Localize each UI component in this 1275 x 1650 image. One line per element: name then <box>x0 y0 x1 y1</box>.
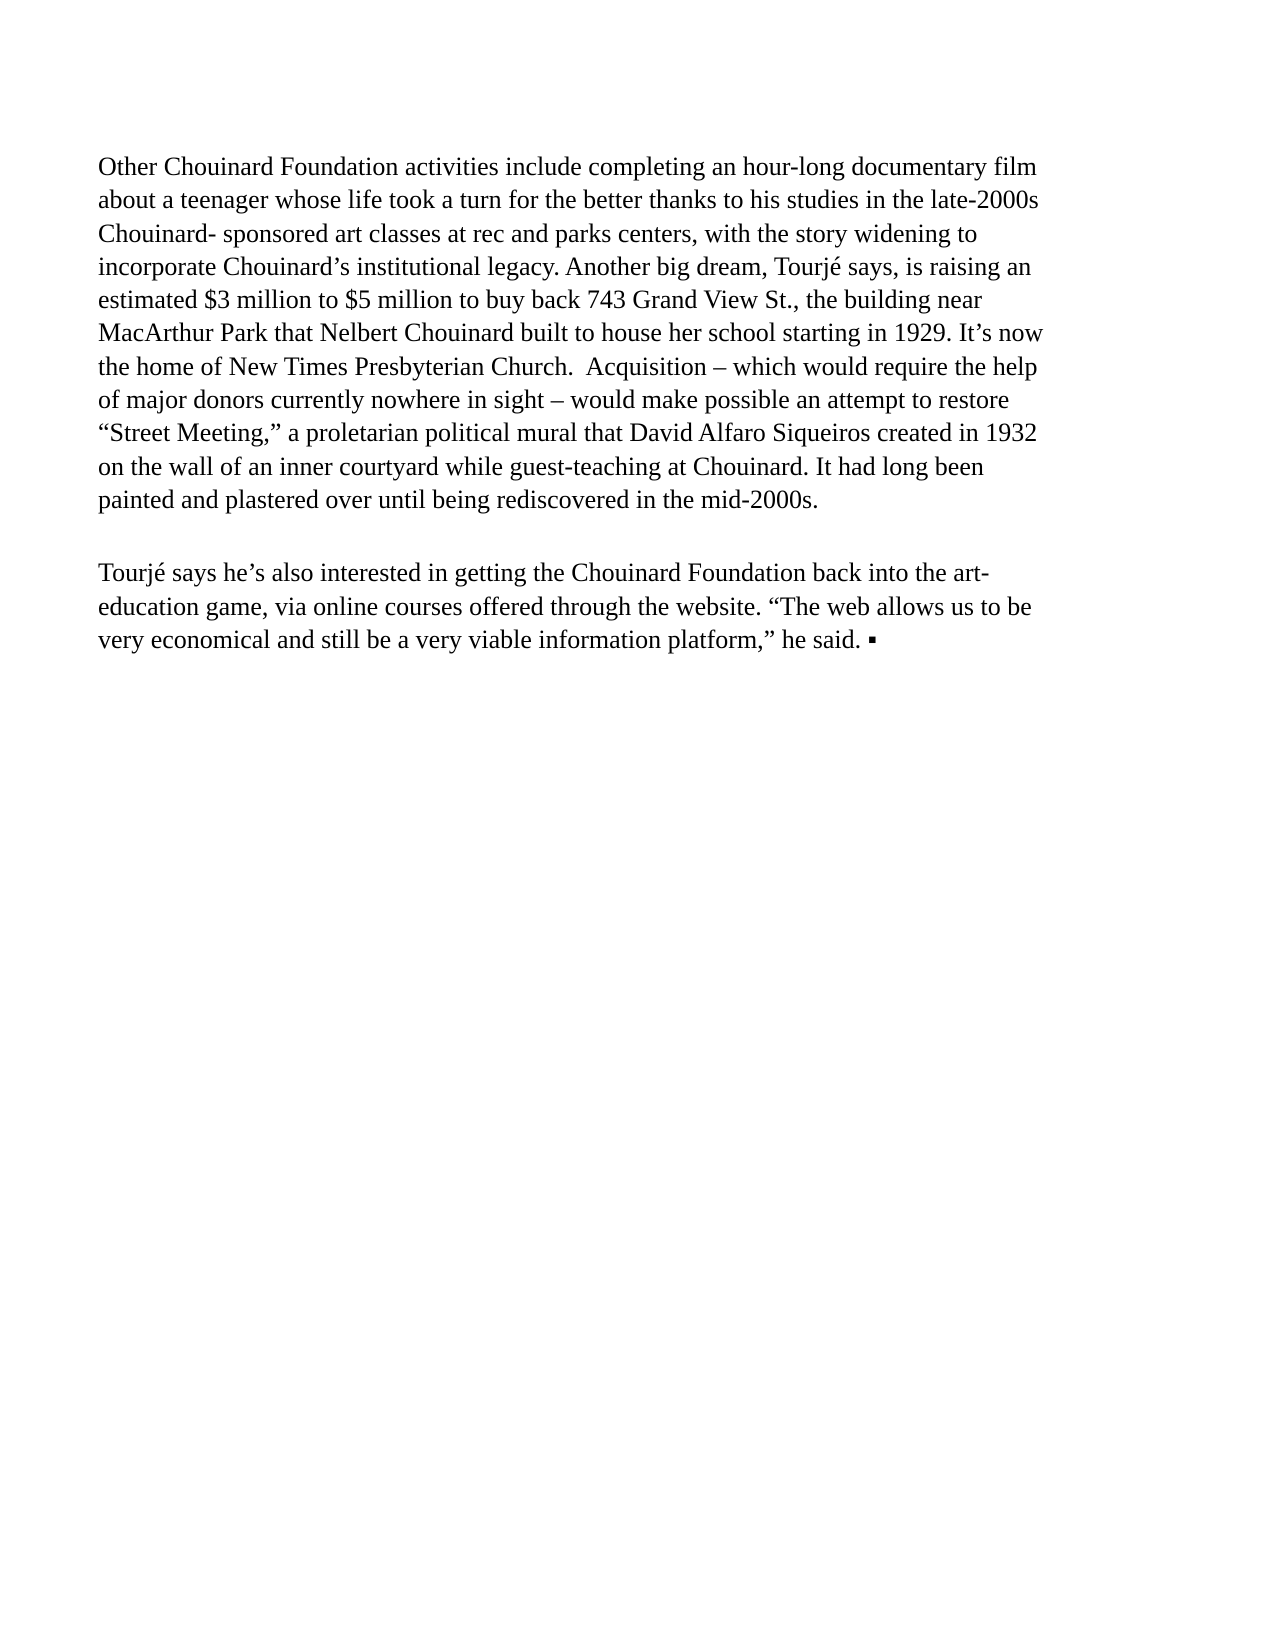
text-line: of major donors currently nowhere in sight – would make possible an attempt to restore <box>98 385 1010 415</box>
text-line: Other Chouinard Foundation activities include completing an hour-long documentary film <box>98 152 1037 181</box>
text-line: incorporate Chouinard’s institutional legacy. Another big dream, Tourjé says, is raising an <box>98 251 1032 281</box>
text-line: on the wall of an inner courtyard while guest-teaching at Chouinard. It had long been <box>98 451 984 481</box>
article-text <box>98 150 1218 656</box>
text-line: Chouinard- sponsored art classes at rec and parks centers, with the story widening to <box>98 218 978 248</box>
paragraph-activities <box>98 150 1218 516</box>
text-line: education game, via online courses offered through the website. “The web allows us to be <box>98 591 1032 621</box>
text-line: about a teenager whose life took a turn for the better thanks to his studies in the late-2000s <box>98 185 1039 215</box>
text-line: painted and plastered over until being rediscovered in the mid-2000s. <box>98 484 819 514</box>
text-line: MacArthur Park that Nelbert Chouinard built to house her school starting in 1929. It’s now <box>98 318 1044 348</box>
text-line: the home of New Times Presbyterian Church. Acquisition – which would require the help <box>98 351 1038 381</box>
text-line: very economical and still be a very viable information platform,” he said. ▪ <box>98 624 877 654</box>
text-line: Tourjé says he’s also interested in getting the Chouinard Foundation back into the art- <box>98 558 990 588</box>
paragraph-education <box>98 556 1218 656</box>
text-line: estimated $3 million to $5 million to buy back 743 Grand View St., the building near <box>98 285 983 315</box>
text-line: “Street Meeting,” a proletarian political mural that David Alfaro Siqueiros created in 1932 <box>98 418 1038 448</box>
